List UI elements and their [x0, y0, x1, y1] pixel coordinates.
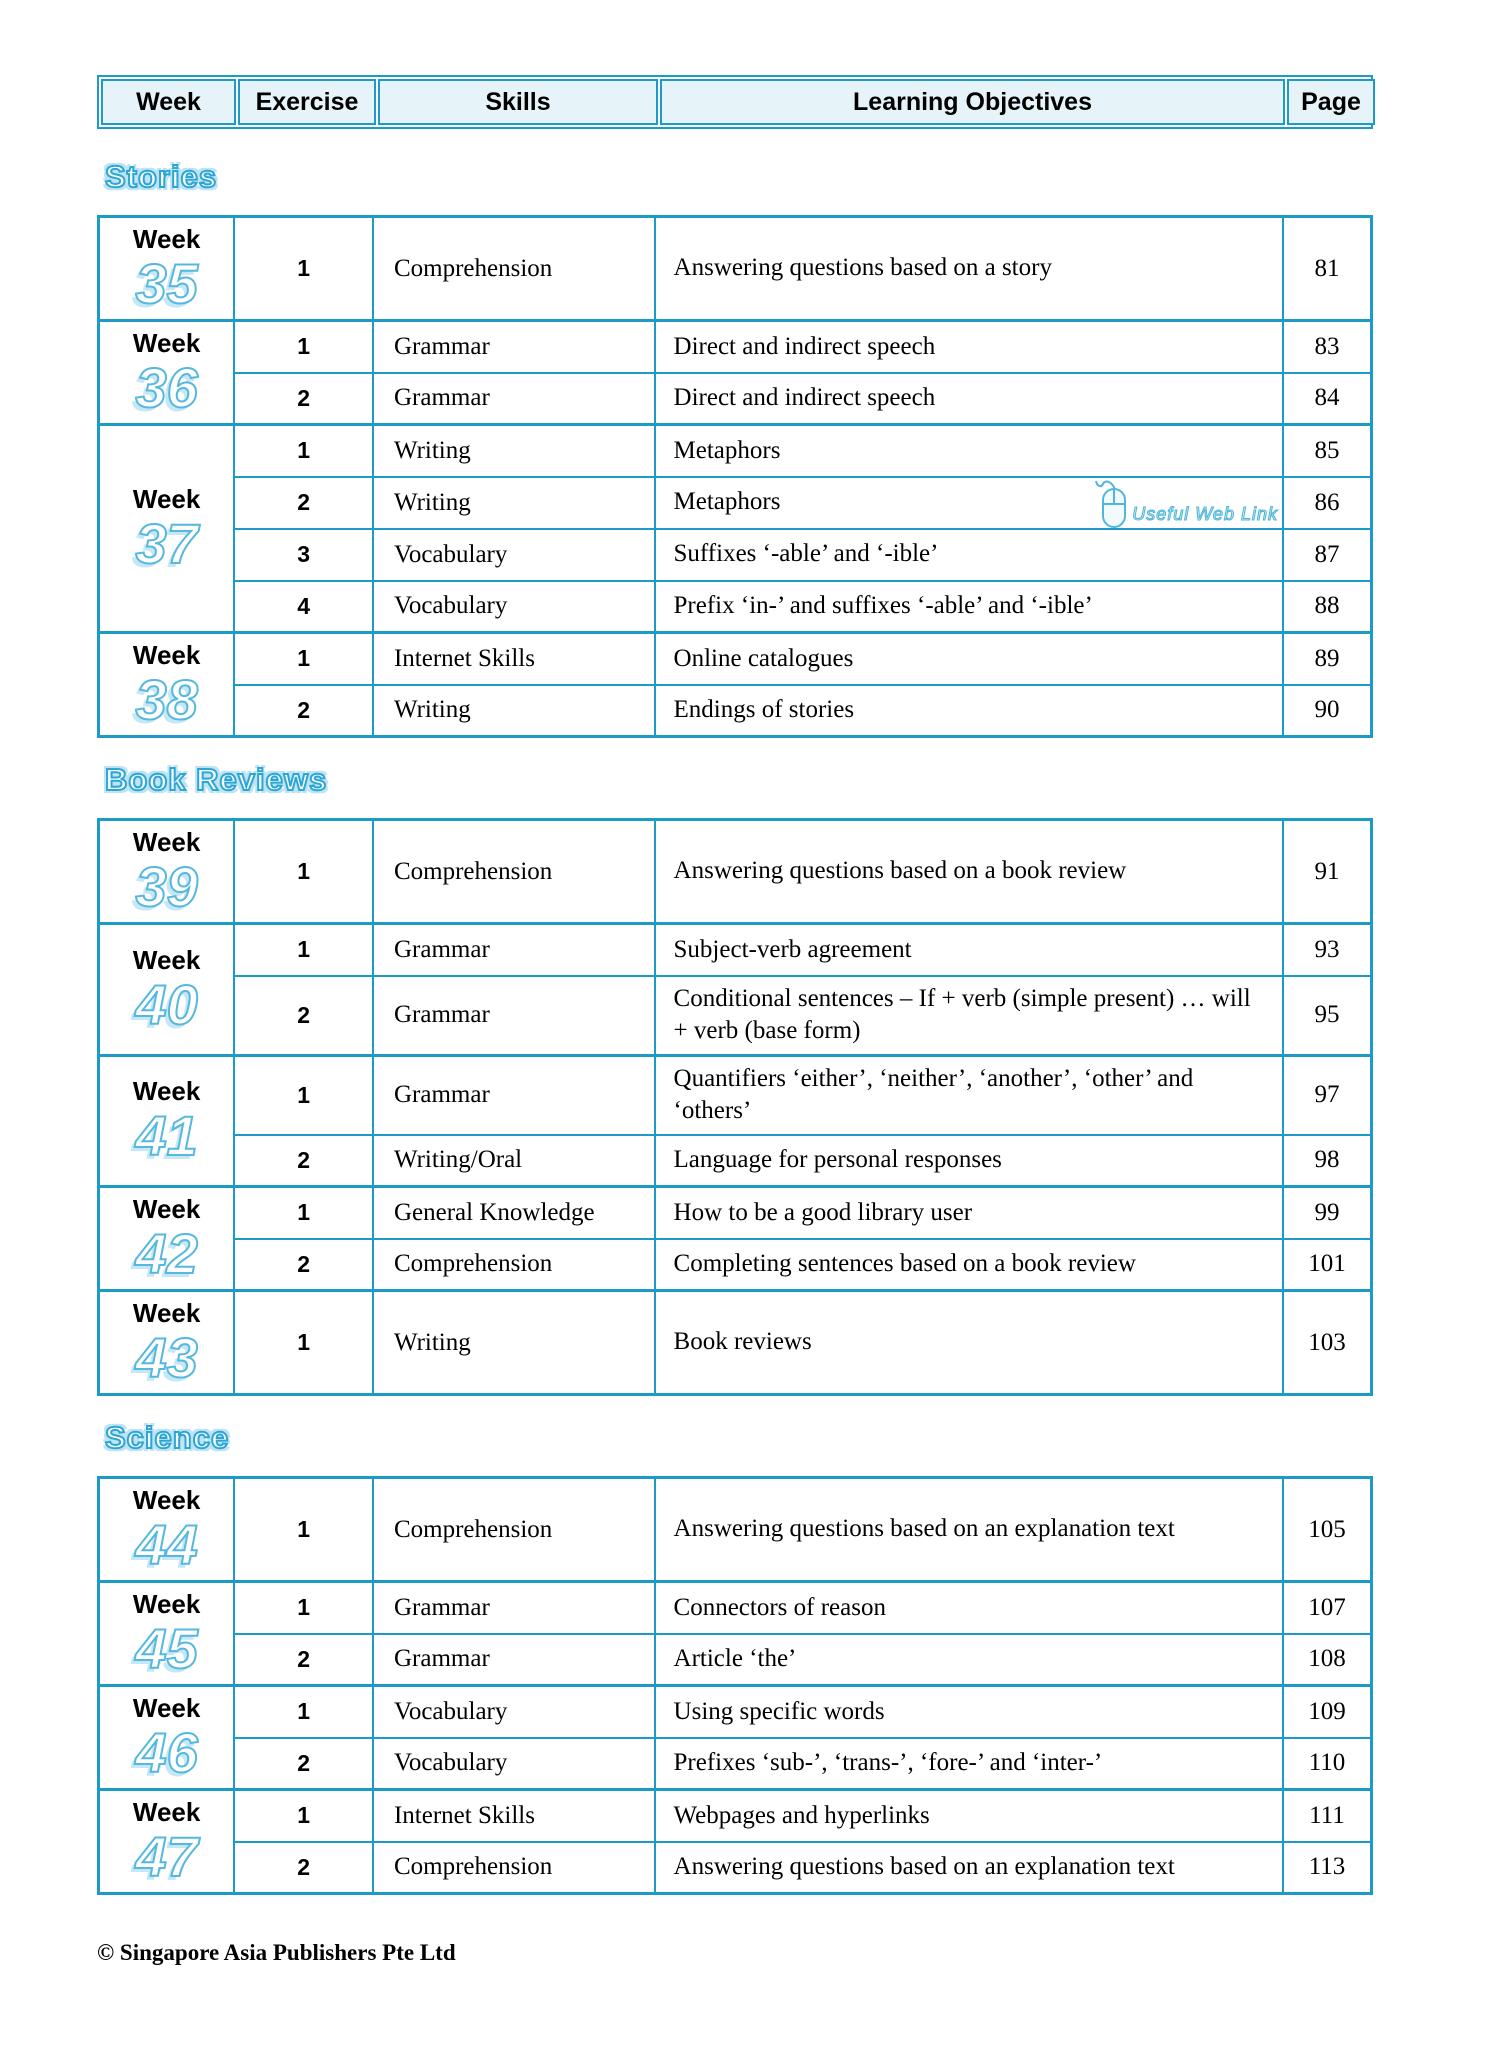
exercise-cell: 1 — [234, 633, 373, 685]
page-cell: 86 — [1283, 477, 1372, 529]
week-number: 39 — [135, 854, 198, 918]
section-heading-book-reviews: Book Reviews — [105, 762, 328, 797]
toc-row — [99, 1055, 1372, 1135]
week-number: 42 — [135, 1221, 198, 1285]
exercise-cell: 4 — [234, 581, 373, 633]
objective-cell — [655, 1291, 1283, 1395]
page-cell: 98 — [1283, 1135, 1372, 1187]
exercise-cell: 2 — [234, 1738, 373, 1790]
toc-row — [99, 1790, 1372, 1842]
page-cell: 113 — [1283, 1842, 1372, 1894]
exercise-cell: 3 — [234, 529, 373, 581]
toc-row — [99, 633, 1372, 685]
objective-text: Subject-verb agreement — [673, 935, 912, 963]
objective-text: Metaphors — [673, 436, 781, 464]
toc-row — [99, 1738, 1372, 1790]
week-label: Week — [132, 328, 201, 359]
page-cell: 105 — [1283, 1478, 1372, 1582]
objective-cell — [655, 217, 1283, 321]
toc-row — [99, 425, 1372, 477]
objective-text: How to be a good library user — [673, 1198, 973, 1226]
exercise-cell: 2 — [234, 373, 373, 425]
page-cell: 103 — [1283, 1291, 1372, 1395]
skill-cell: Vocabulary — [373, 529, 655, 581]
skill-cell: Comprehension — [373, 1239, 655, 1291]
objective-text: Direct and indirect speech — [673, 384, 936, 411]
exercise-cell: 1 — [234, 1187, 373, 1239]
week-number: 46 — [135, 1720, 198, 1784]
skill-cell: Grammar — [373, 976, 655, 1056]
skill-cell: Writing — [373, 685, 655, 737]
toc-table-science — [97, 1476, 1373, 1895]
objective-cell — [655, 1738, 1283, 1790]
page-cell: 110 — [1283, 1738, 1372, 1790]
toc-table-book-reviews — [97, 818, 1373, 1396]
objective-cell — [655, 1135, 1283, 1187]
objective-text: Endings of stories — [673, 696, 855, 723]
week-label: Week — [132, 640, 201, 671]
toc-row — [99, 1478, 1372, 1582]
toc-row — [99, 529, 1372, 581]
skill-cell: Comprehension — [373, 820, 655, 924]
week-number: 35 — [135, 251, 198, 315]
page-cell: 93 — [1283, 924, 1372, 976]
week-cell — [99, 1478, 235, 1582]
exercise-cell: 1 — [234, 1478, 373, 1582]
week-label: Week — [132, 1194, 201, 1225]
objective-text: Book reviews — [673, 1328, 812, 1356]
page-cell: 101 — [1283, 1239, 1372, 1291]
objective-text: Direct and indirect speech — [673, 332, 936, 360]
objective-text: Metaphors — [673, 488, 781, 516]
mouse-icon — [1095, 478, 1129, 530]
week-cell — [99, 321, 235, 425]
col-header-week: Week — [101, 79, 236, 125]
objective-cell — [655, 1686, 1283, 1738]
week-label: Week — [132, 827, 201, 858]
exercise-cell: 2 — [234, 1842, 373, 1894]
toc-row — [99, 321, 1372, 373]
objective-text: Suffixes ‘-able’ and ‘-ible’ — [673, 540, 939, 568]
exercise-cell: 1 — [234, 1582, 373, 1634]
toc-row — [99, 1239, 1372, 1291]
skill-cell: Writing — [373, 1291, 655, 1395]
page-cell: 90 — [1283, 685, 1372, 737]
page-cell: 108 — [1283, 1634, 1372, 1686]
week-number: 38 — [135, 667, 198, 731]
exercise-cell: 1 — [234, 1686, 373, 1738]
objective-cell — [655, 581, 1283, 633]
week-cell — [99, 1055, 235, 1187]
col-header-skills: Skills — [378, 79, 658, 125]
page-cell: 107 — [1283, 1582, 1372, 1634]
week-cell — [99, 1790, 235, 1894]
objective-cell — [655, 1790, 1283, 1842]
objective-cell — [655, 1187, 1283, 1239]
exercise-cell: 1 — [234, 217, 373, 321]
toc-row — [99, 1634, 1372, 1686]
toc-row — [99, 924, 1372, 976]
skill-cell: Grammar — [373, 1055, 655, 1135]
column-header-table — [97, 75, 1373, 129]
section-heading-stories: Stories — [105, 159, 218, 194]
week-number: 44 — [135, 1512, 198, 1576]
exercise-cell: 1 — [234, 924, 373, 976]
skill-cell: Vocabulary — [373, 581, 655, 633]
objective-cell — [655, 976, 1283, 1056]
exercise-cell: 1 — [234, 1790, 373, 1842]
exercise-cell: 1 — [234, 425, 373, 477]
toc-row — [99, 1135, 1372, 1187]
col-header-exercise: Exercise — [238, 79, 376, 125]
objective-cell — [655, 1478, 1283, 1582]
week-label: Week — [132, 1589, 201, 1620]
week-cell — [99, 425, 235, 633]
skill-cell: Writing/Oral — [373, 1135, 655, 1187]
page-cell: 81 — [1283, 217, 1372, 321]
page-cell: 89 — [1283, 633, 1372, 685]
objective-cell — [655, 1634, 1283, 1686]
objective-text: Using specific words — [673, 1697, 885, 1725]
exercise-cell: 1 — [234, 1055, 373, 1135]
page-cell: 88 — [1283, 581, 1372, 633]
week-number: 41 — [135, 1104, 198, 1168]
page-cell: 97 — [1283, 1055, 1372, 1135]
week-cell — [99, 1291, 235, 1395]
week-number: 47 — [135, 1824, 198, 1888]
week-cell — [99, 924, 235, 1056]
week-number: 45 — [135, 1616, 198, 1680]
week-label: Week — [132, 484, 201, 515]
page-cell: 84 — [1283, 373, 1372, 425]
page-cell: 99 — [1283, 1187, 1372, 1239]
toc-row — [99, 373, 1372, 425]
objective-cell — [655, 820, 1283, 924]
toc-row — [99, 1842, 1372, 1894]
week-label: Week — [132, 1298, 201, 1329]
objective-text: Answering questions based on an explanation text — [673, 1853, 1175, 1880]
objective-cell — [655, 1582, 1283, 1634]
skill-cell: Internet Skills — [373, 1790, 655, 1842]
objective-cell — [655, 924, 1283, 976]
week-label: Week — [132, 1076, 201, 1107]
toc-row — [99, 581, 1372, 633]
skill-cell: Grammar — [373, 1634, 655, 1686]
week-cell — [99, 1187, 235, 1291]
objective-cell — [655, 1239, 1283, 1291]
toc-row — [99, 820, 1372, 924]
week-label: Week — [132, 1693, 201, 1724]
section-heading-science: Science — [105, 1420, 230, 1455]
toc-row — [99, 685, 1372, 737]
skill-cell: Grammar — [373, 1582, 655, 1634]
week-number: 37 — [135, 511, 198, 575]
week-cell — [99, 1582, 235, 1686]
objective-text: Language for personal responses — [673, 1146, 1002, 1173]
toc-row — [99, 1187, 1372, 1239]
page-cell: 83 — [1283, 321, 1372, 373]
toc-table-stories — [97, 215, 1373, 738]
copyright: © Singapore Asia Publishers Pte Ltd — [97, 1940, 456, 1965]
week-cell — [99, 820, 235, 924]
page-cell: 87 — [1283, 529, 1372, 581]
week-number: 43 — [135, 1325, 198, 1389]
skill-cell: Internet Skills — [373, 633, 655, 685]
week-number: 40 — [135, 972, 198, 1036]
objective-cell — [655, 529, 1283, 581]
week-label: Week — [132, 944, 201, 975]
exercise-cell: 2 — [234, 976, 373, 1056]
toc-row — [99, 477, 1372, 529]
sections-container — [97, 159, 1373, 1895]
objective-cell — [655, 685, 1283, 737]
week-number: 36 — [135, 355, 198, 419]
page-cell: 95 — [1283, 976, 1372, 1056]
page-cell: 111 — [1283, 1790, 1372, 1842]
week-cell — [99, 1686, 235, 1790]
objective-cell — [655, 1055, 1283, 1135]
objective-cell — [655, 425, 1283, 477]
exercise-cell: 2 — [234, 685, 373, 737]
objective-cell — [655, 633, 1283, 685]
objective-text: Online catalogues — [673, 644, 854, 672]
skill-cell: General Knowledge — [373, 1187, 655, 1239]
exercise-cell: 1 — [234, 1291, 373, 1395]
useful-web-link — [1095, 478, 1278, 530]
exercise-cell: 2 — [234, 1239, 373, 1291]
week-label: Week — [132, 224, 201, 255]
objective-text: Completing sentences based on a book review — [673, 1250, 1136, 1277]
week-cell — [99, 217, 235, 321]
objective-cell — [655, 321, 1283, 373]
skill-cell: Grammar — [373, 373, 655, 425]
toc-row — [99, 1686, 1372, 1738]
skill-cell: Vocabulary — [373, 1738, 655, 1790]
col-header-objectives: Learning Objectives — [660, 79, 1285, 125]
objective-text: Conditional sentences – If + verb (simple present) … will + verb (base form) — [673, 984, 1251, 1044]
week-cell — [99, 633, 235, 737]
page-cell: 109 — [1283, 1686, 1372, 1738]
exercise-cell: 2 — [234, 1135, 373, 1187]
skill-cell: Comprehension — [373, 217, 655, 321]
toc-row — [99, 1582, 1372, 1634]
exercise-cell: 1 — [234, 820, 373, 924]
skill-cell: Grammar — [373, 924, 655, 976]
toc-row — [99, 217, 1372, 321]
objective-text: Answering questions based on a book review — [673, 857, 1127, 885]
objective-text: Answering questions based on an explanation text — [673, 1515, 1175, 1543]
objective-text: Webpages and hyperlinks — [673, 1801, 930, 1829]
toc-row — [99, 1291, 1372, 1395]
exercise-cell: 1 — [234, 321, 373, 373]
skill-cell: Writing — [373, 477, 655, 529]
page-cell: 91 — [1283, 820, 1372, 924]
objective-text: Connectors of reason — [673, 1593, 886, 1621]
objective-text: Prefix ‘in-’ and suffixes ‘-able’ and ‘-ible’ — [673, 592, 1093, 619]
skill-cell: Vocabulary — [373, 1686, 655, 1738]
week-label: Week — [132, 1797, 201, 1828]
skill-cell: Writing — [373, 425, 655, 477]
exercise-cell: 2 — [234, 1634, 373, 1686]
objective-text: Answering questions based on a story — [673, 254, 1052, 282]
skill-cell: Grammar — [373, 321, 655, 373]
objective-text: Article ‘the’ — [673, 1645, 797, 1672]
exercise-cell: 2 — [234, 477, 373, 529]
skill-cell: Comprehension — [373, 1842, 655, 1894]
col-header-page: Page — [1287, 79, 1375, 125]
toc-row — [99, 976, 1372, 1056]
objective-cell — [655, 373, 1283, 425]
objective-text: Quantifiers ‘either’, ‘neither’, ‘another’, ‘other’ and ‘others’ — [673, 1064, 1194, 1124]
objective-cell — [655, 477, 1283, 529]
week-label: Week — [132, 1485, 201, 1516]
useful-web-link-label: Useful Web Link — [1132, 504, 1278, 525]
skill-cell: Comprehension — [373, 1478, 655, 1582]
objective-cell — [655, 1842, 1283, 1894]
page-cell: 85 — [1283, 425, 1372, 477]
objective-text: Prefixes ‘sub-’, ‘trans-’, ‘fore-’ and ‘inter-’ — [673, 1749, 1103, 1776]
